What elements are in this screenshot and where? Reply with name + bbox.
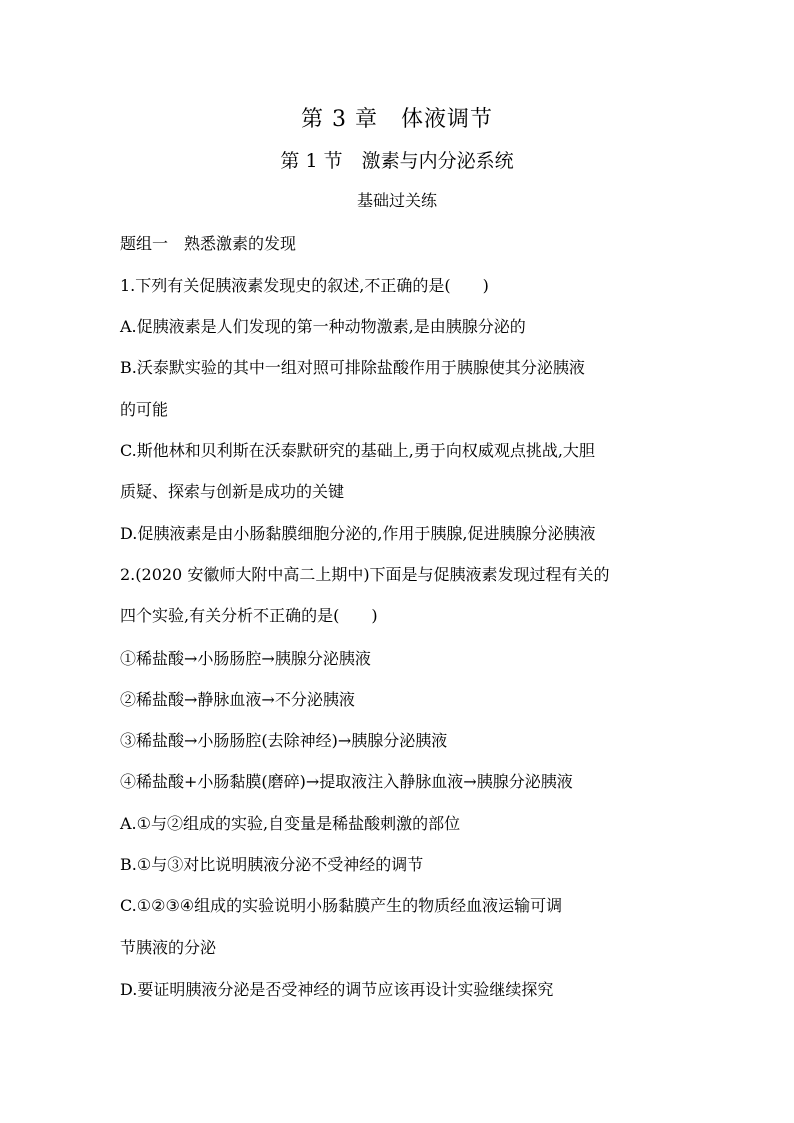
question-2-option-c: C.①②③④组成的实验说明小肠黏膜产生的物质经血液运输可调: [120, 896, 563, 915]
experiment-3: ③稀盐酸→小肠肠腔(去除神经)→胰腺分泌胰液: [120, 731, 448, 750]
practice-subtitle: 基础过关练: [356, 191, 437, 210]
question-1-option-b: B.沃泰默实验的其中一组对照可排除盐酸作用于胰腺使其分泌胰液: [120, 358, 585, 377]
question-1-option-a: A.促胰液素是人们发现的第一种动物激素,是由胰腺分泌的: [120, 317, 526, 336]
question-2-stem-cont: 四个实验,有关分析不正确的是( ): [120, 606, 378, 625]
question-1-option-c: C.斯他林和贝利斯在沃泰默研究的基础上,勇于向权威观点挑战,大胆: [120, 441, 595, 460]
experiment-4: ④稀盐酸+小肠黏膜(磨碎)→提取液注入静脉血液→胰腺分泌胰液: [120, 772, 573, 791]
question-1-option-b-cont: 的可能: [120, 400, 169, 419]
section-title: 第 1 节 激素与内分泌系统: [280, 150, 514, 172]
question-1-option-c-cont: 质疑、探索与创新是成功的关键: [120, 482, 345, 501]
question-2-option-b: B.①与③对比说明胰液分泌不受神经的调节: [120, 855, 424, 874]
question-2-option-c-cont: 节胰液的分泌: [120, 938, 217, 957]
experiment-1: ①稀盐酸→小肠肠腔→胰腺分泌胰液: [120, 649, 371, 668]
chapter-title: 第 3 章 体液调节: [301, 107, 493, 132]
question-1-option-d: D.促胰液素是由小肠黏膜细胞分泌的,作用于胰腺,促进胰腺分泌胰液: [120, 524, 596, 543]
question-2-option-a: A.①与②组成的实验,自变量是稀盐酸刺激的部位: [120, 814, 461, 833]
question-2-option-d: D.要证明胰液分泌是否受神经的调节应该再设计实验继续探究: [120, 980, 554, 999]
question-1-stem: 1.下列有关促胰液素发现史的叙述,不正确的是( ): [120, 276, 489, 295]
experiment-2: ②稀盐酸→静脉血液→不分泌胰液: [120, 690, 355, 709]
question-2-stem: 2.(2020 安徽师大附中高二上期中)下面是与促胰液素发现过程有关的: [120, 565, 610, 584]
question-group-title: 题组一 熟悉激素的发现: [120, 234, 297, 253]
